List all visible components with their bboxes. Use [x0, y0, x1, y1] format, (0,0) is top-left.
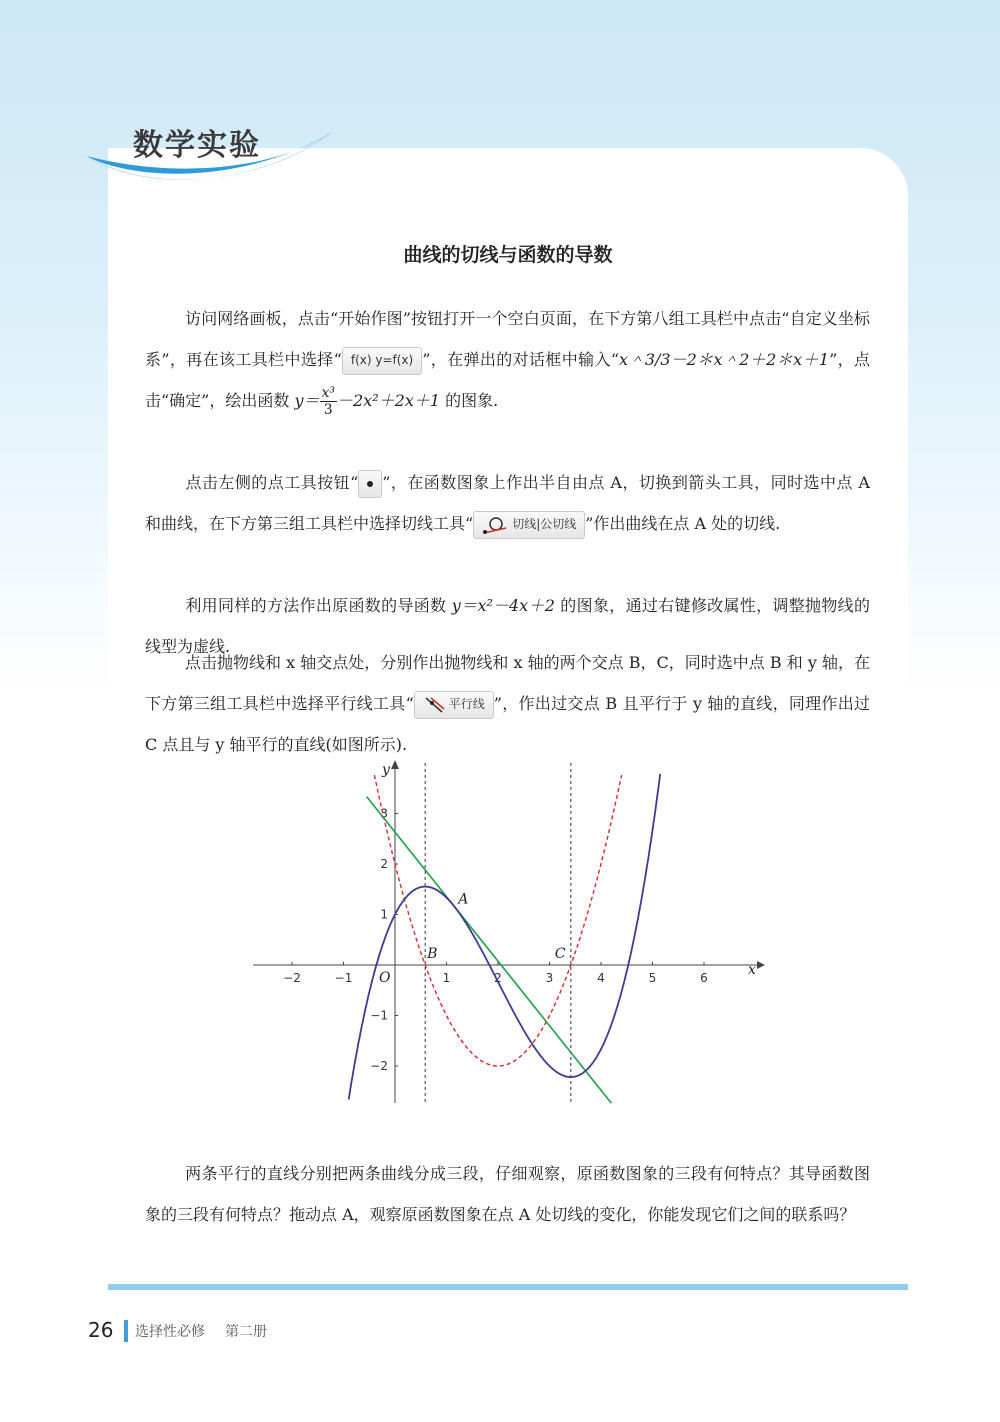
p1-fraction-numerator: x³ [321, 385, 336, 401]
x-tick-label: 2 [494, 971, 502, 985]
book-title: 选择性必修 [135, 1324, 205, 1340]
x-axis-arrow [757, 961, 765, 969]
tangent-line [367, 797, 612, 1103]
p5-text: 两条平行的直线分别把两条曲线分成三段，仔细观察，原函数图象的三段有何特点？其导函数图象的三段有何特点？拖动点 A，观察原函数图象在点 A 处切线的变化，你能发现它们之间的联系吗？ [145, 1164, 870, 1224]
book-volume: 第二册 [225, 1324, 267, 1340]
p1-fraction-denominator: 3 [323, 402, 333, 418]
derivative-parabola-curve [374, 775, 621, 1066]
article-title: 曲线的切线与函数的导数 [403, 244, 613, 266]
p1-text-2: ”，在弹出的对话框中输入“ [422, 350, 620, 369]
paragraph-4 [145, 642, 870, 765]
y-tick-label: −2 [370, 1059, 388, 1073]
p1-text-1: 访问网络画板，点击“开始作图”按钮打开一个空白页面，在下方第八组工具栏中点击“自定义坐标系”，再在该工具栏中选择“ [145, 309, 870, 369]
function-tool-button[interactable] [342, 347, 422, 375]
point-b-label: B [427, 946, 438, 962]
footer-bar [108, 1284, 908, 1290]
origin-label: O [379, 970, 391, 986]
function-tool-label: f(x) y=f(x) [350, 353, 414, 367]
x-axis-label: x [748, 962, 756, 978]
section-banner-title: 数学实验 [133, 128, 261, 163]
x-tick-label: 3 [545, 971, 554, 985]
point-a-label: A [458, 891, 469, 908]
page-number: 26 [88, 1318, 114, 1342]
paragraph-2 [145, 462, 870, 544]
p3-text-1: 利用同样的方法作出原函数的导函数 [185, 596, 452, 615]
point-tool-button[interactable] [358, 470, 382, 498]
y-tick-label: 2 [380, 857, 388, 871]
p1-function-lhs: y＝ [294, 391, 320, 410]
tangent-tool-label: 切线|公切线 [512, 517, 577, 531]
parallel-tool-label: 平行线 [448, 697, 485, 711]
x-tick-label: 1 [442, 971, 451, 985]
tangent-tool-button[interactable] [473, 511, 585, 539]
x-tick-label: 4 [597, 971, 605, 985]
p4-text-2: ”，作出过交点 B 且平行于 y 轴的直线，同理作出过 C 点且与 y 轴平行的直线(如图所示). [145, 694, 870, 754]
y-axis-label: y [382, 762, 390, 778]
y-tick-label: −1 [370, 1008, 388, 1023]
p1-text-4: 的图象. [440, 391, 499, 410]
p3-text-2: 的图象，通过右键修改属性，调整抛物线的线型为虚线. [145, 596, 870, 656]
x-tick-label: 5 [648, 971, 657, 985]
p3-derivative-function: y＝x²－4x＋2 [451, 596, 555, 615]
paragraph-1 [145, 298, 870, 421]
y-axis-arrow [391, 760, 399, 769]
p2-text-3: ”作出曲线在点 A 处的切线. [585, 514, 781, 533]
p1-input-expression: x＾3/3－2＊x＾2＋2＊x＋1 [619, 350, 830, 369]
page-number-marker [124, 1320, 128, 1342]
p1-function-rhs: －2x²＋2x＋1 [337, 391, 441, 410]
tangent-icon [482, 516, 508, 534]
point-c-label: C [554, 946, 566, 962]
p2-text-1: 点击左侧的点工具按钮“ [185, 473, 359, 492]
parallel-line-icon [423, 696, 445, 714]
p1-text-3: ”，点击“确定”，绘出函数 [145, 350, 870, 410]
y-tick-label: 3 [380, 806, 388, 821]
p1-fraction [320, 385, 338, 418]
x-tick-label: −1 [334, 971, 353, 985]
function-graph [245, 755, 770, 1110]
x-tick-label: 6 [700, 971, 708, 985]
parallel-tool-button[interactable] [414, 691, 494, 719]
p2-text-2: ”，在函数图象上作出半自由点 A，切换到箭头工具，同时选中点 A 和曲线，在下方第三组工具栏中选择切线工具“ [145, 473, 870, 533]
point-dot-icon [367, 481, 373, 487]
paragraph-5 [145, 1153, 870, 1235]
y-tick-label: 1 [380, 907, 388, 922]
x-tick-label: −2 [283, 971, 301, 985]
p4-text-1: 点击抛物线和 x 轴交点处，分别作出抛物线和 x 轴的两个交点 B，C，同时选中点 B 和 y 轴，在下方第三组工具栏中选择平行线工具“ [145, 653, 870, 713]
